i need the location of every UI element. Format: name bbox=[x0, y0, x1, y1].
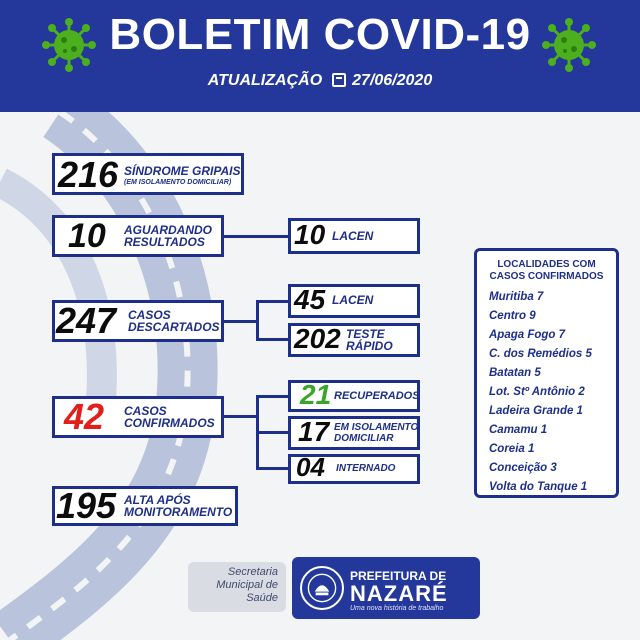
list-item: Centro 9 bbox=[489, 310, 536, 322]
alta-label-1: ALTA APÓS bbox=[124, 493, 191, 507]
secretaria-logo bbox=[188, 562, 286, 612]
sindrome-sublabel: (EM ISOLAMENTO DOMICILIAR) bbox=[124, 179, 232, 186]
page-title: BOLETIM COVID-19 bbox=[109, 10, 531, 59]
connector-line bbox=[256, 300, 259, 340]
list-item: Coreia 1 bbox=[489, 443, 535, 455]
localidades-title-2: CASOS CONFIRMADOS bbox=[489, 271, 604, 282]
list-item: Apaga Fogo 7 bbox=[489, 329, 566, 341]
isolamento-label-1: EM ISOLAMENTO bbox=[334, 422, 419, 433]
sindrome-value: 216 bbox=[58, 154, 119, 195]
internado-value: 04 bbox=[296, 452, 325, 482]
localidades-title-1: LOCALIDADES COM bbox=[497, 259, 596, 270]
update-line bbox=[0, 72, 640, 90]
lacen-aguardando-label: LACEN bbox=[332, 229, 374, 243]
recuperados-label: RECUPERADOS bbox=[334, 390, 420, 402]
isolamento-label-2: DOMICILIAR bbox=[334, 433, 394, 444]
alta-label-2: MONITORAMENTO bbox=[124, 505, 233, 519]
teste-rapido-value: 202 bbox=[294, 323, 341, 354]
aguardando-label-2: RESULTADOS bbox=[124, 235, 205, 249]
alta-value: 195 bbox=[56, 485, 117, 526]
connector-line bbox=[256, 431, 288, 434]
confirmados-value: 42 bbox=[64, 396, 105, 437]
connector-line bbox=[256, 338, 288, 341]
descartados-label-1: CASOS bbox=[128, 308, 171, 322]
teste-rapido-label-1: TESTE bbox=[346, 327, 385, 341]
localidades-title bbox=[477, 259, 616, 283]
descartados-label-2: DESCARTADOS bbox=[128, 320, 220, 334]
descartados-value: 247 bbox=[56, 300, 117, 341]
secretaria-text bbox=[216, 566, 278, 605]
list-item: Batatan 5 bbox=[489, 367, 541, 379]
list-item: Muritiba 7 bbox=[489, 291, 544, 303]
confirmados-label-1: CASOS bbox=[124, 404, 167, 418]
list-item: Conceição 3 bbox=[489, 462, 557, 474]
lacen-descartados-value: 45 bbox=[294, 284, 326, 315]
aguardando-label-1: AGUARDANDO bbox=[124, 223, 212, 237]
list-item: Volta do Tanque 1 bbox=[489, 481, 588, 493]
isolamento-value: 17 bbox=[298, 416, 330, 447]
connector-line bbox=[256, 300, 288, 303]
update-date: 27/06/2020 bbox=[352, 72, 433, 89]
calendar-icon bbox=[332, 73, 346, 87]
list-item: Camamu 1 bbox=[489, 424, 548, 436]
connector-line bbox=[256, 467, 288, 470]
teste-rapido-label-2: RÁPIDO bbox=[346, 339, 393, 353]
list-item: C. dos Remédios 5 bbox=[489, 348, 592, 360]
connector-line bbox=[224, 415, 258, 418]
connector-line bbox=[224, 320, 258, 323]
secretaria-line-2: Municipal de bbox=[216, 579, 278, 591]
connector-line bbox=[256, 395, 288, 398]
slogan: Uma nova história de trabalho bbox=[350, 605, 444, 612]
city-name: NAZARÉ bbox=[350, 581, 448, 606]
secretaria-line-3: Saúde bbox=[246, 592, 278, 604]
aguardando-value: 10 bbox=[68, 217, 106, 255]
prefeitura-label: PREFEITURA DE bbox=[350, 569, 447, 583]
update-label: ATUALIZAÇÃO bbox=[207, 72, 323, 89]
secretaria-line-1: Secretaria bbox=[227, 566, 278, 578]
internado-label: INTERNADO bbox=[336, 463, 396, 474]
prefeitura-logo bbox=[292, 557, 480, 619]
sindrome-label: SÍNDROME GRIPAIS bbox=[124, 164, 241, 178]
connector-line bbox=[224, 235, 288, 238]
confirmados-label-2: CONFIRMADOS bbox=[124, 416, 215, 430]
seal-icon bbox=[300, 566, 344, 610]
list-item: Ladeira Grande 1 bbox=[489, 405, 583, 417]
list-item: Lot. Stº Antônio 2 bbox=[489, 386, 585, 398]
recuperados-value: 21 bbox=[300, 379, 332, 410]
lacen-descartados-label: LACEN bbox=[332, 293, 374, 307]
localidades-panel bbox=[474, 248, 619, 498]
lacen-aguardando-value: 10 bbox=[294, 219, 326, 250]
